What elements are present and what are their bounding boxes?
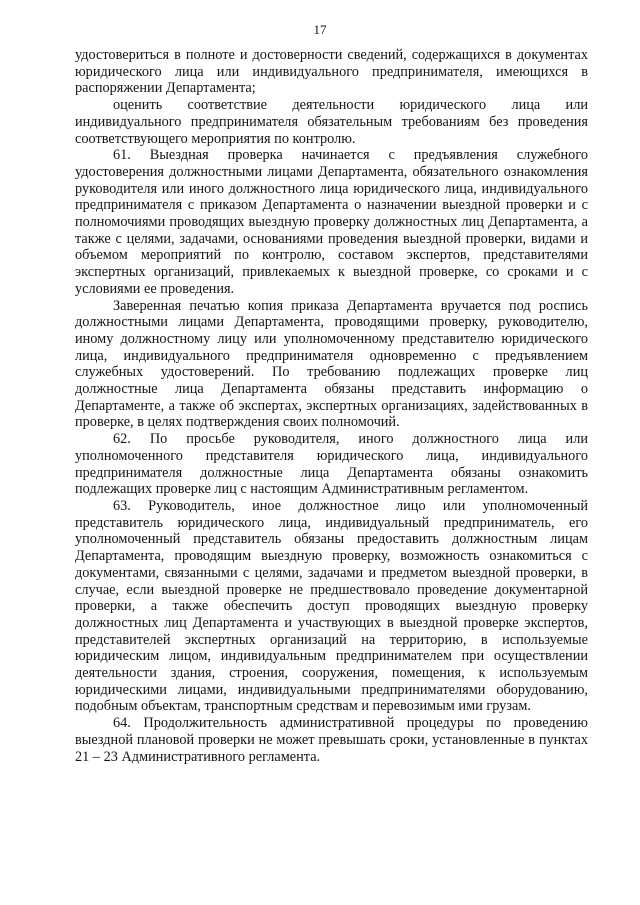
paragraph-63: 63. Руководитель, иное должностное лицо или уполномоченный представитель юридического лица, индивидуальный предприниматель, его уполномоченный представитель обязаны предоставить должностным лицам Департамента, проводящим выездную проверку, возможность ознакомиться с документами, связанными с целями, задачами и предметом выездной проверки, в случае, если выездной проверке не предшествовало проведение документарной проверки, а также обеспечить доступ проводящих выездную проверку должностных лиц Департамента и участвующих в выездной проверке экспертов, представителей экспертных организаций на территорию, в используемые юридическим лицом, индивидуальным предпринимателем при осуществлении деятельности здания, строения, сооружения, помещения, к используемым юридическими лицами, индивидуальными предпринимателями оборудованию, подобным объектам, транспортным средствам и перевозимым ими грузам.: [75, 497, 588, 715]
page-number: 17: [313, 22, 327, 37]
paragraph-continuation: удостовериться в полноте и достоверности сведений, содержащихся в документах юридического лица или индивидуального предпринимателя, имеющихся в распоряжении Департамента;: [75, 47, 588, 97]
paragraph-61: 61. Выездная проверка начинается с предъявления служебного удостоверения должностными лицами Департамента, обязательного ознакомления руководителя или иного должностного лица юридического лица, индивидуального предпринимателя с приказом Департамента о назначении выездной проверки и с полномочиями проводящих выездную проверку должностных лиц Департамента, а также с целями, задачами, основаниями проведения выездной проверки, видами и объемом мероприятий по контролю, составом экспертов, представителями экспертных организаций, привлекаемых к выездной проверке, со сроками и с условиями ее проведения.: [75, 147, 588, 297]
paragraph-assess-compliance: оценить соответствие деятельности юридического лица или индивидуального предпринимателя обязательным требованиям без проведения соответствующего мероприятия по контролю.: [75, 97, 588, 147]
paragraph-order-copy: Заверенная печатью копия приказа Департамента вручается под роспись должностными лицами Департамента, проводящими проверку, руководителю, иному должностному лицу или уполномоченному представителю юридического лица, индивидуального предпринимателя одновременно с предъявлением служебных удостоверений. По требованию подлежащих проверке лиц должностные лица Департамента обязаны представить информацию о Департаменте, а также об экспертах, экспертных организациях, задействованных в проверке, в целях подтверждения своих полномочий.: [75, 297, 588, 431]
paragraph-64: 64. Продолжительность административной процедуры по проведению выездной плановой проверки не может превышать сроки, установленные в пунктах 21 – 23 Административного регламента.: [75, 715, 588, 765]
paragraph-62: 62. По просьбе руководителя, иного должностного лица или уполномоченного представителя юридического лица, индивидуального предпринимателя должностные лица Департамента обязаны ознакомить подлежащих проверке лиц с настоящим Административным регламентом.: [75, 431, 588, 498]
document-body: [75, 47, 588, 765]
